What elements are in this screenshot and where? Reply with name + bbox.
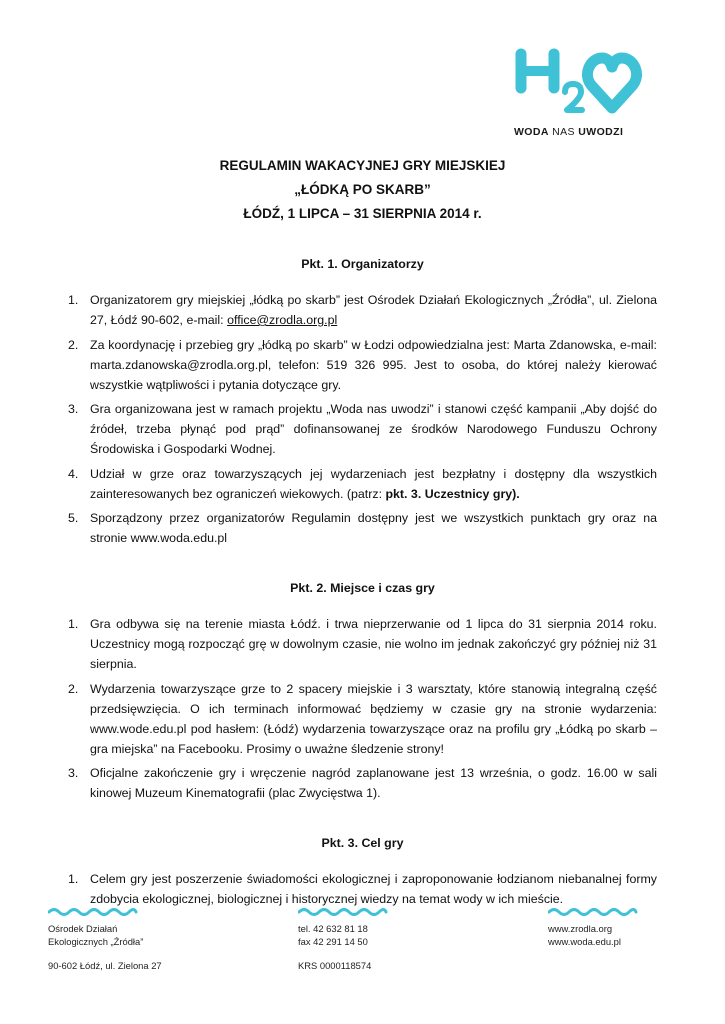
title-line-3: ŁÓDŹ, 1 LIPCA – 31 SIERPNIA 2014 r. [243,206,482,221]
list-item: 1. Organizatorem gry miejskiej „łódką po skarb” jest Ośrodek Działań Ekologicznych „Źródła”, ul. Zielona 27, Łódź 90-602, e-mail: office@zrodla.org.pl [68,293,657,327]
footer-contact: tel. 42 632 81 18 fax 42 291 14 50 KRS 0000118574 [298,908,388,972]
list-item: 2. Wydarzenia towarzyszące grze to 2 spacery miejskie i 3 warsztaty, które stanowią integralną część przedsięwzięcia. O ich terminach informować będziemy w czasie gry na stronie wydarzenia: www.wode.edu.pl pod hasłem: (Łódź) wydarzenia towarzyszące oraz na profilu gry „Łódką po skarb – gra miejska” na Facebooku. Prosimy o uważne śledzenie strony! [68,681,657,756]
section-heading-organizers: Pkt. 1. Organizatorzy [301,257,424,271]
list-item: 1. Gra odbywa się na terenie miasta Łódź. i trwa nieprzerwanie od 1 lipca do 31 sierpnia 2014 roku. Uczestnicy mogą rozpocząć grę w dowolnym czasie, nie wolno im jednak zakończyć gry później niż 31 sierpnia. [68,617,657,671]
footer-websites [548,908,638,948]
wave-icon [548,908,638,916]
list-item: 3. Gra organizowana jest w ramach projektu „Woda nas uwodzi” i stanowi część kampanii „Aby dojść do źródeł, trzeba płynąć pod prąd” dofinansowanej ze środków Narodowego Funduszu Ochrony Środowiska i Gospodarki Wodnej. [68,402,657,456]
wave-icon [48,908,138,916]
list-item: 5. Sporządzony przez organizatorów Regulamin dostępny jest we wszystkich punktach gry oraz na stronie www.woda.edu.pl [68,511,657,545]
h2o-logo [512,48,652,138]
section-heading-place-time: Pkt. 2. Miejsce i czas gry [290,581,435,595]
place-time-list [68,614,657,803]
website-link-woda[interactable]: www.woda.edu.pl [548,936,621,947]
document-title [0,154,725,226]
goal-list [68,869,657,909]
title-line-1: REGULAMIN WAKACYJNEJ GRY MIEJSKIEJ [219,158,506,173]
organizers-list [68,290,657,548]
list-item: 2. Za koordynację i przebieg gry „łódką po skarb” w Łodzi odpowiedzialna jest: Marta Zdanowska, e-mail: marta.zdanowska@zrodla.org.pl, telefon: 519 326 995. Jest to osoba, do której należy kierować wszystkie wątpliwości i pytania dotyczące gry. [68,337,657,392]
wave-icon [298,908,388,916]
email-link[interactable]: office@zrodla.org.pl [227,313,338,327]
h2o-logo-icon [512,48,647,120]
logo-tagline: WODA NAS UWODZI [514,126,624,138]
regulations-body [68,254,657,939]
list-item: 3. Oficjalne zakończenie gry i wręczenie nagród zaplanowane jest 13 września, o godz. 16.00 w sali kinowej Muzeum Kinematografii (plac Zwycięstwa 1). [68,766,657,800]
list-item: 4. Udział w grze oraz towarzyszących jej wydarzeniach jest bezpłatny i dostępny dla wszystkich zainteresowanych bez ograniczeń wiekowych. (patrz: pkt. 3. Uczestnicy gry). [68,466,657,501]
footer-address: Ośrodek Działań Ekologicznych „Źródła” 90-602 Łódź, ul. Zielona 27 [48,908,162,972]
website-link-zrodla[interactable]: www.zrodla.org [548,923,613,934]
list-item: 1. Celem gry jest poszerzenie świadomości ekologicznej i zaproponowanie łodzianom niebanalnej formy zdobycia ekologicznej, biologicznej i historycznej wiedzy na temat wody w ich mieście. [68,872,657,906]
title-line-2: „ŁÓDKĄ PO SKARB” [294,182,431,197]
section-heading-goal: Pkt. 3. Cel gry [321,836,404,850]
